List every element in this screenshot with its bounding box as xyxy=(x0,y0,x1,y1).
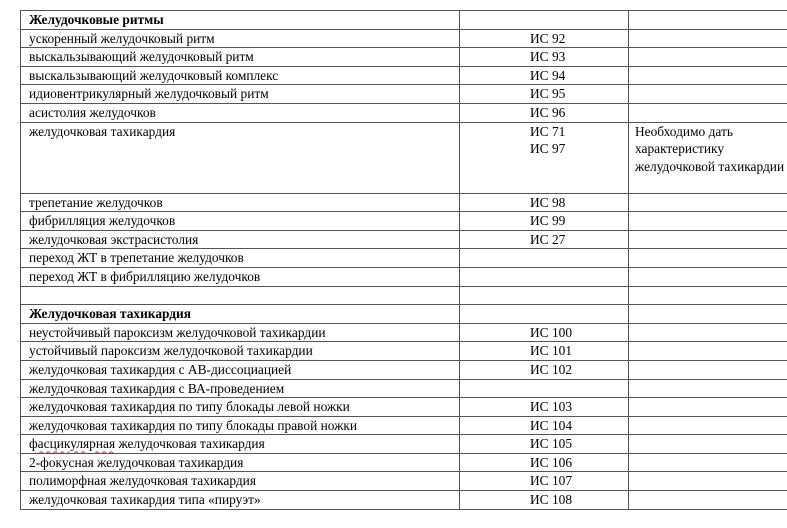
note-cell xyxy=(629,85,787,104)
rhythm-code xyxy=(460,379,629,398)
rhythm-name: желудочковая тахикардия с ВА-проведением xyxy=(21,379,460,398)
note-cell xyxy=(629,379,787,398)
rhythm-code: ИС 107 xyxy=(460,472,629,491)
rhythm-name: переход ЖТ в трепетание желудочков xyxy=(21,249,460,268)
rhythm-code: ИС 105 xyxy=(460,435,629,454)
arrhythmia-codes-table xyxy=(20,10,787,510)
rhythm-code: ИС 71 xyxy=(530,123,566,139)
note-cell xyxy=(629,398,787,417)
rhythm-code: ИС 92 xyxy=(460,29,629,48)
table-row xyxy=(21,85,787,104)
empty-cell xyxy=(460,11,629,30)
rhythm-name: асистолия желудочков xyxy=(21,103,460,122)
table-row xyxy=(21,193,787,212)
rhythm-code: ИС 106 xyxy=(460,453,629,472)
rhythm-code: ИС 95 xyxy=(460,85,629,104)
rhythm-name: желудочковая тахикардия по типу блокады левой ножки xyxy=(21,398,460,417)
rhythm-code: ИС 99 xyxy=(460,212,629,231)
rhythm-code: ИС 27 xyxy=(460,230,629,249)
note-cell xyxy=(629,29,787,48)
rhythm-name: желудочковая тахикардия xyxy=(21,122,460,193)
empty-cell xyxy=(629,286,787,305)
note-cell xyxy=(629,491,787,510)
note-cell xyxy=(629,212,787,231)
table-row xyxy=(21,435,787,454)
table-row xyxy=(21,249,787,268)
rhythm-name: желудочковая тахикардия типа «пируэт» xyxy=(21,491,460,510)
table-row xyxy=(21,48,787,67)
rhythm-name: ускоренный желудочковый ритм xyxy=(21,29,460,48)
rhythm-codes xyxy=(460,122,629,193)
rhythm-name: полиморфная желудочковая тахикардия xyxy=(21,472,460,491)
rhythm-name: желудочковая экстрасистолия xyxy=(21,230,460,249)
empty-cell xyxy=(21,286,460,305)
note-cell xyxy=(629,416,787,435)
table-row xyxy=(21,379,787,398)
note-cell xyxy=(629,472,787,491)
table-row xyxy=(21,267,787,286)
rhythm-code: ИС 108 xyxy=(460,491,629,510)
rhythm-name: трепетание желудочков xyxy=(21,193,460,212)
rhythm-name: устойчивый пароксизм желудочковой тахикардии xyxy=(21,342,460,361)
misspelled-word: фасцикулярная xyxy=(29,436,116,452)
note-cell xyxy=(629,360,787,379)
rhythm-code: ИС 101 xyxy=(460,342,629,361)
document-sheet xyxy=(20,10,785,510)
section-heading: Желудочковая тахикардия xyxy=(21,305,460,324)
note-cell xyxy=(629,453,787,472)
spacer-row xyxy=(21,286,787,305)
rhythm-code: ИС 93 xyxy=(460,48,629,67)
section-heading-row xyxy=(21,305,787,324)
table-row-ventricular-tachycardia xyxy=(21,122,787,193)
note-cell xyxy=(629,193,787,212)
note-cell xyxy=(629,230,787,249)
rhythm-code: ИС 104 xyxy=(460,416,629,435)
table-row xyxy=(21,103,787,122)
note-cell xyxy=(629,435,787,454)
rhythm-code: ИС 103 xyxy=(460,398,629,417)
rhythm-code: ИС 96 xyxy=(460,103,629,122)
rhythm-name: переход ЖТ в фибрилляцию желудочков xyxy=(21,267,460,286)
rhythm-name: желудочковая тахикардия с АВ-диссоциацией xyxy=(21,360,460,379)
rhythm-code: ИС 100 xyxy=(460,323,629,342)
empty-cell xyxy=(629,305,787,324)
note-cell xyxy=(629,342,787,361)
rhythm-code xyxy=(460,267,629,286)
section-heading: Желудочковые ритмы xyxy=(21,11,460,30)
rhythm-code: ИС 102 xyxy=(460,360,629,379)
section-heading-row xyxy=(21,11,787,30)
table-row xyxy=(21,342,787,361)
table-row xyxy=(21,416,787,435)
rhythm-name: неустойчивый пароксизм желудочковой тахикардии xyxy=(21,323,460,342)
table-row xyxy=(21,230,787,249)
rhythm-name: выскальзывающий желудочковый комплекс xyxy=(21,66,460,85)
table-row xyxy=(21,323,787,342)
table-row xyxy=(21,453,787,472)
rhythm-name: фибрилляция желудочков xyxy=(21,212,460,231)
note-cell xyxy=(629,267,787,286)
rhythm-code: ИС 97 xyxy=(530,141,566,157)
empty-cell xyxy=(629,11,787,30)
table-row xyxy=(21,491,787,510)
note-cell: Необходимо дать характеристику желудочковой тахикардии xyxy=(629,122,787,193)
rhythm-name: 2-фокусная желудочковая тахикардия xyxy=(21,453,460,472)
note-cell xyxy=(629,66,787,85)
table-row xyxy=(21,360,787,379)
table-row xyxy=(21,398,787,417)
table-row xyxy=(21,212,787,231)
note-cell xyxy=(629,48,787,67)
table-row xyxy=(21,66,787,85)
empty-cell xyxy=(460,286,629,305)
note-cell xyxy=(629,249,787,268)
rhythm-code: ИС 94 xyxy=(460,66,629,85)
note-cell xyxy=(629,323,787,342)
rhythm-code: ИС 98 xyxy=(460,193,629,212)
rhythm-code xyxy=(460,249,629,268)
rhythm-name-rest: желудочковая тахикардия xyxy=(115,436,265,452)
empty-cell xyxy=(460,305,629,324)
rhythm-name: выскальзывающий желудочковый ритм xyxy=(21,48,460,67)
note-cell xyxy=(629,103,787,122)
rhythm-name: идиовентрикулярный желудочковый ритм xyxy=(21,85,460,104)
rhythm-name: желудочковая тахикардия по типу блокады правой ножки xyxy=(21,416,460,435)
table-row xyxy=(21,472,787,491)
rhythm-name xyxy=(21,435,460,454)
table-row xyxy=(21,29,787,48)
